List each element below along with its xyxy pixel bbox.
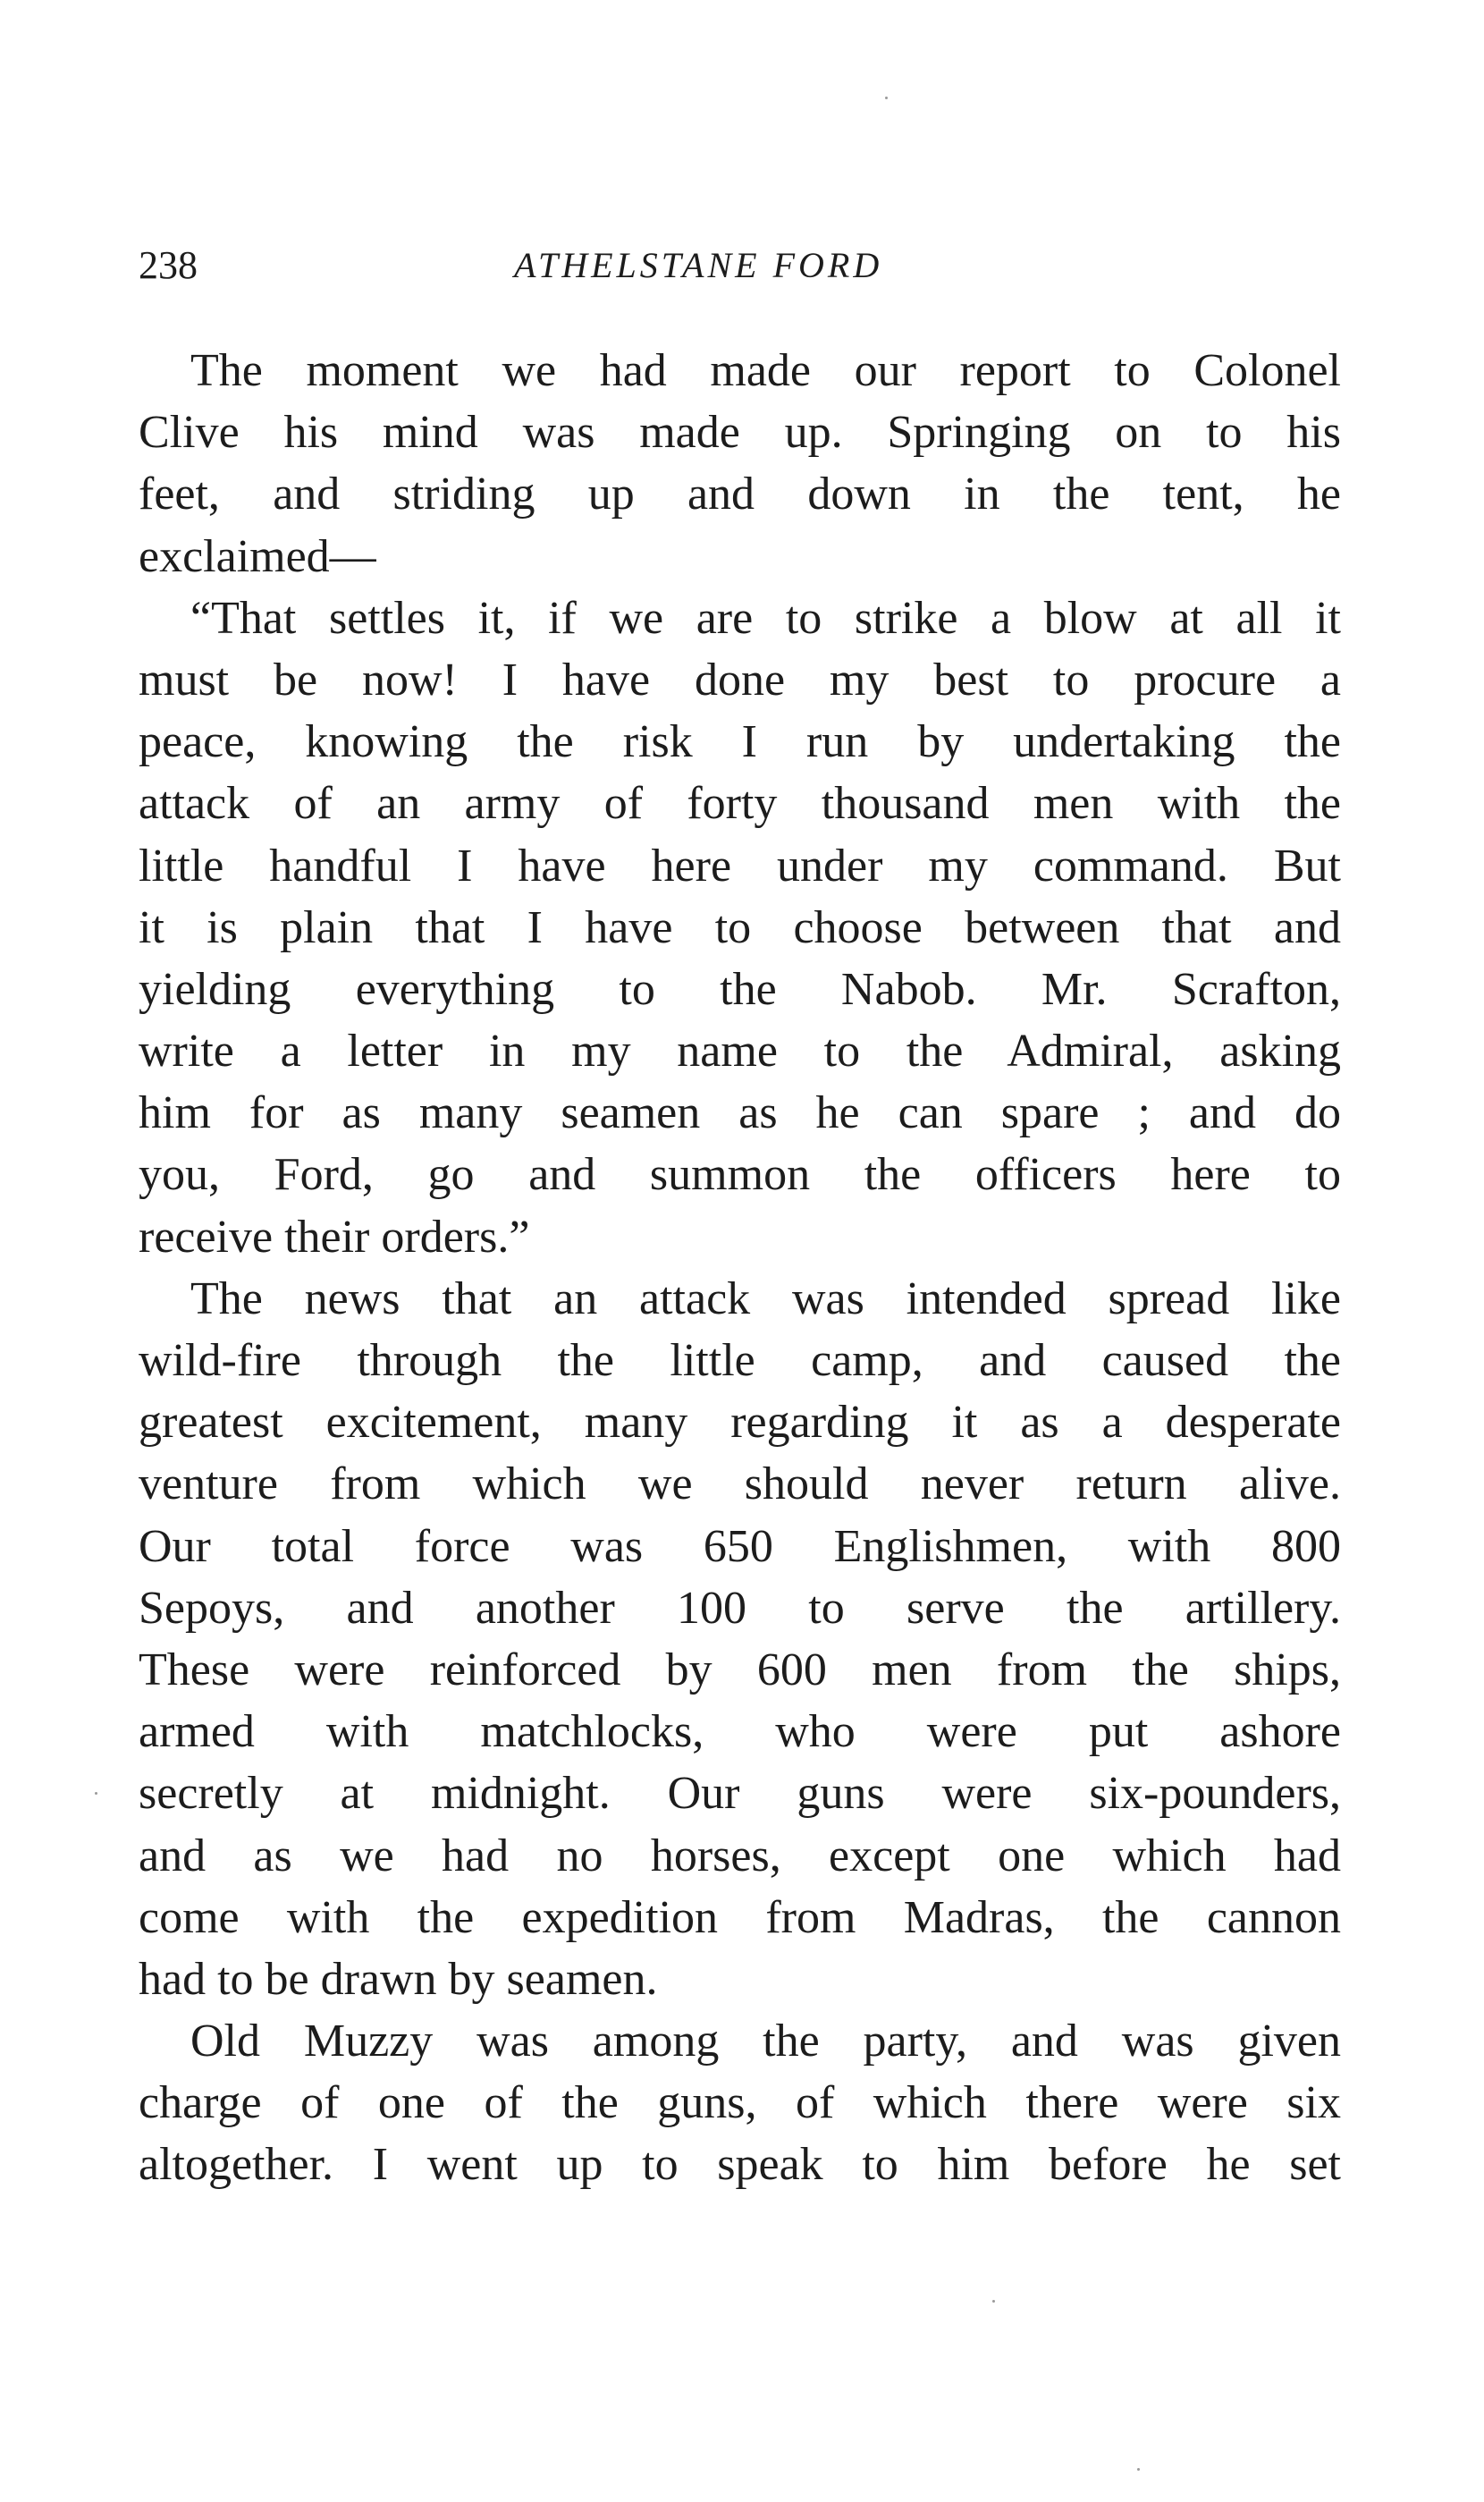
text-line: The news that an attack was intended spread like bbox=[190, 1272, 1341, 1324]
text-line: secretly at midnight. Our guns were six-pounders, bbox=[139, 1768, 1341, 1820]
paper-speck bbox=[1137, 2468, 1140, 2471]
paper-speck bbox=[885, 97, 888, 99]
paragraph bbox=[139, 587, 1341, 1268]
text-line: Sepoys, and another 100 to serve the artillery. bbox=[139, 1582, 1341, 1634]
text-line: you, Ford, go and summon the officers here to bbox=[139, 1149, 1341, 1201]
text-line: him for as many seamen as he can spare ; and do bbox=[139, 1087, 1341, 1139]
text-line: had to be drawn by seamen. bbox=[139, 1953, 658, 2005]
text-line: receive their orders.” bbox=[139, 1211, 530, 1263]
text-line: “That settles it, if we are to strike a blow at all it bbox=[190, 592, 1341, 644]
text-line: yielding everything to the Nabob. Mr. Scrafton, bbox=[139, 963, 1341, 1015]
text-line: Clive his mind was made up. Springing on to his bbox=[139, 407, 1341, 459]
text-line: must be now! I have done my best to procure a bbox=[139, 654, 1341, 706]
paragraph bbox=[139, 340, 1341, 587]
text-line: peace, knowing the risk I run by undertaking the bbox=[139, 716, 1341, 768]
text-line: it is plain that I have to choose between that and bbox=[139, 901, 1341, 953]
text-line: exclaimed— bbox=[139, 530, 376, 582]
text-line: come with the expedition from Madras, the cannon bbox=[139, 1891, 1341, 1943]
text-line: altogether. I went up to speak to him before he set bbox=[139, 2139, 1341, 2191]
paper-speck bbox=[992, 2300, 995, 2303]
text-line: Old Muzzy was among the party, and was given bbox=[190, 2016, 1341, 2067]
text-line: write a letter in my name to the Admiral, asking bbox=[139, 1026, 1341, 1078]
text-line: feet, and striding up and down in the tent, he bbox=[139, 469, 1341, 520]
text-line: wild-fire through the little camp, and caused the bbox=[139, 1335, 1341, 1386]
body-text bbox=[139, 340, 1341, 2196]
text-line: These were reinforced by 600 men from the ships, bbox=[139, 1644, 1341, 1695]
text-line: Our total force was 650 Englishmen, with 800 bbox=[139, 1520, 1341, 1572]
text-line: The moment we had made our report to Colonel bbox=[190, 345, 1341, 396]
text-line: attack of an army of forty thousand men with the bbox=[139, 778, 1341, 830]
text-line: charge of one of the guns, of which there were six bbox=[139, 2077, 1341, 2129]
paragraph bbox=[139, 1268, 1341, 2010]
text-line: armed with matchlocks, who were put ashore bbox=[139, 1706, 1341, 1758]
running-head bbox=[139, 234, 1345, 297]
text-line: little handful I have here under my command. But bbox=[139, 840, 1341, 892]
paragraph bbox=[139, 2010, 1341, 2196]
text-line: venture from which we should never return alive. bbox=[139, 1458, 1341, 1510]
running-title: ATHELSTANE FORD bbox=[514, 245, 883, 285]
page-number: 238 bbox=[139, 243, 198, 287]
text-line: greatest excitement, many regarding it as a desperate bbox=[139, 1397, 1341, 1449]
text-line: and as we had no horses, except one which had bbox=[139, 1830, 1341, 1881]
paper-speck bbox=[95, 1792, 97, 1795]
